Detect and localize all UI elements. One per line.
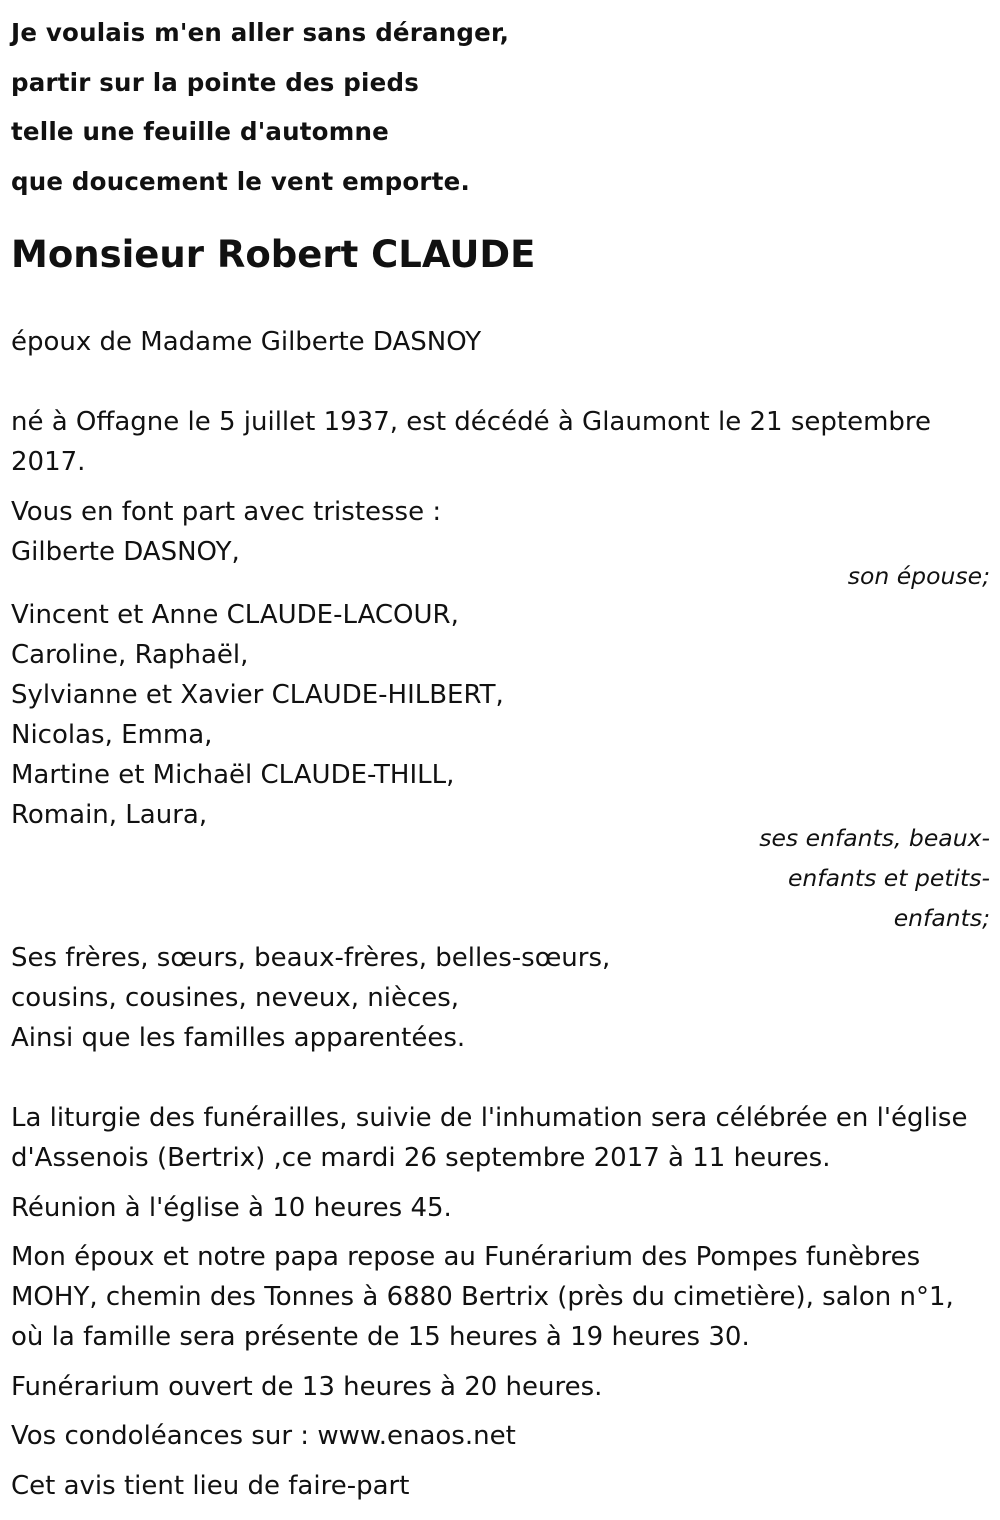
poem-line: telle une feuille d'automne [11, 117, 389, 146]
spouse-line: époux de Madame Gilberte DASNOY [11, 327, 482, 357]
funerarium-line: MOHY, chemin des Tonnes à 6880 Bertrix (près du cimetière), salon n°1, [11, 1282, 954, 1312]
funerarium-line: où la famille sera présente de 15 heures à 19 heures 30. [11, 1322, 750, 1352]
opening-hours: Funérarium ouvert de 13 heures à 20 heures. [11, 1372, 603, 1402]
spouse-role: son épouse; [847, 562, 990, 590]
child-line: Vincent et Anne CLAUDE-LACOUR, [11, 600, 459, 630]
children-role-line: ses enfants, beaux- [759, 824, 990, 852]
family-line: Ainsi que les familles apparentées. [11, 1023, 466, 1053]
liturgy-line: d'Assenois (Bertrix) ,ce mardi 26 septembre 2017 à 11 heures. [11, 1143, 831, 1173]
child-line: Sylvianne et Xavier CLAUDE-HILBERT, [11, 680, 504, 710]
birth-death-line: né à Offagne le 5 juillet 1937, est décédé à Glaumont le 21 septembre [11, 407, 932, 437]
child-line: Caroline, Raphaël, [11, 640, 249, 670]
family-line: cousins, cousines, neveux, nièces, [11, 983, 460, 1013]
deceased-name-heading: Monsieur Robert CLAUDE [11, 233, 536, 276]
closing-line: Cet avis tient lieu de faire-part [11, 1471, 410, 1501]
children-role-line: enfants; [893, 904, 990, 932]
poem-line: partir sur la pointe des pieds [11, 67, 419, 97]
family-line: Ses frères, sœurs, beaux-frères, belles-sœurs, [11, 943, 611, 973]
meeting-line: Réunion à l'église à 10 heures 45. [11, 1193, 452, 1223]
poem-line: que doucement le vent emporte. [11, 166, 470, 196]
funerarium-line: Mon époux et notre papa repose au Funérarium des Pompes funèbres [11, 1242, 921, 1272]
spouse-name: Gilberte DASNOY, [11, 537, 240, 567]
child-line: Romain, Laura, [11, 800, 208, 830]
child-line: Nicolas, Emma, [11, 720, 213, 750]
poem-line: Je voulais m'en aller sans déranger, [11, 18, 510, 47]
liturgy-line: La liturgie des funérailles, suivie de l'inhumation sera célébrée en l'église [11, 1103, 968, 1133]
birth-death-line: 2017. [11, 447, 86, 477]
children-role-line: enfants et petits- [787, 864, 990, 892]
opening-poem [11, 8, 611, 206]
condolences-line: Vos condoléances sur : www.enaos.net [11, 1421, 516, 1451]
child-line: Martine et Michaël CLAUDE-THILL, [11, 760, 455, 790]
announcement-intro: Vous en font part avec tristesse : [11, 497, 442, 527]
